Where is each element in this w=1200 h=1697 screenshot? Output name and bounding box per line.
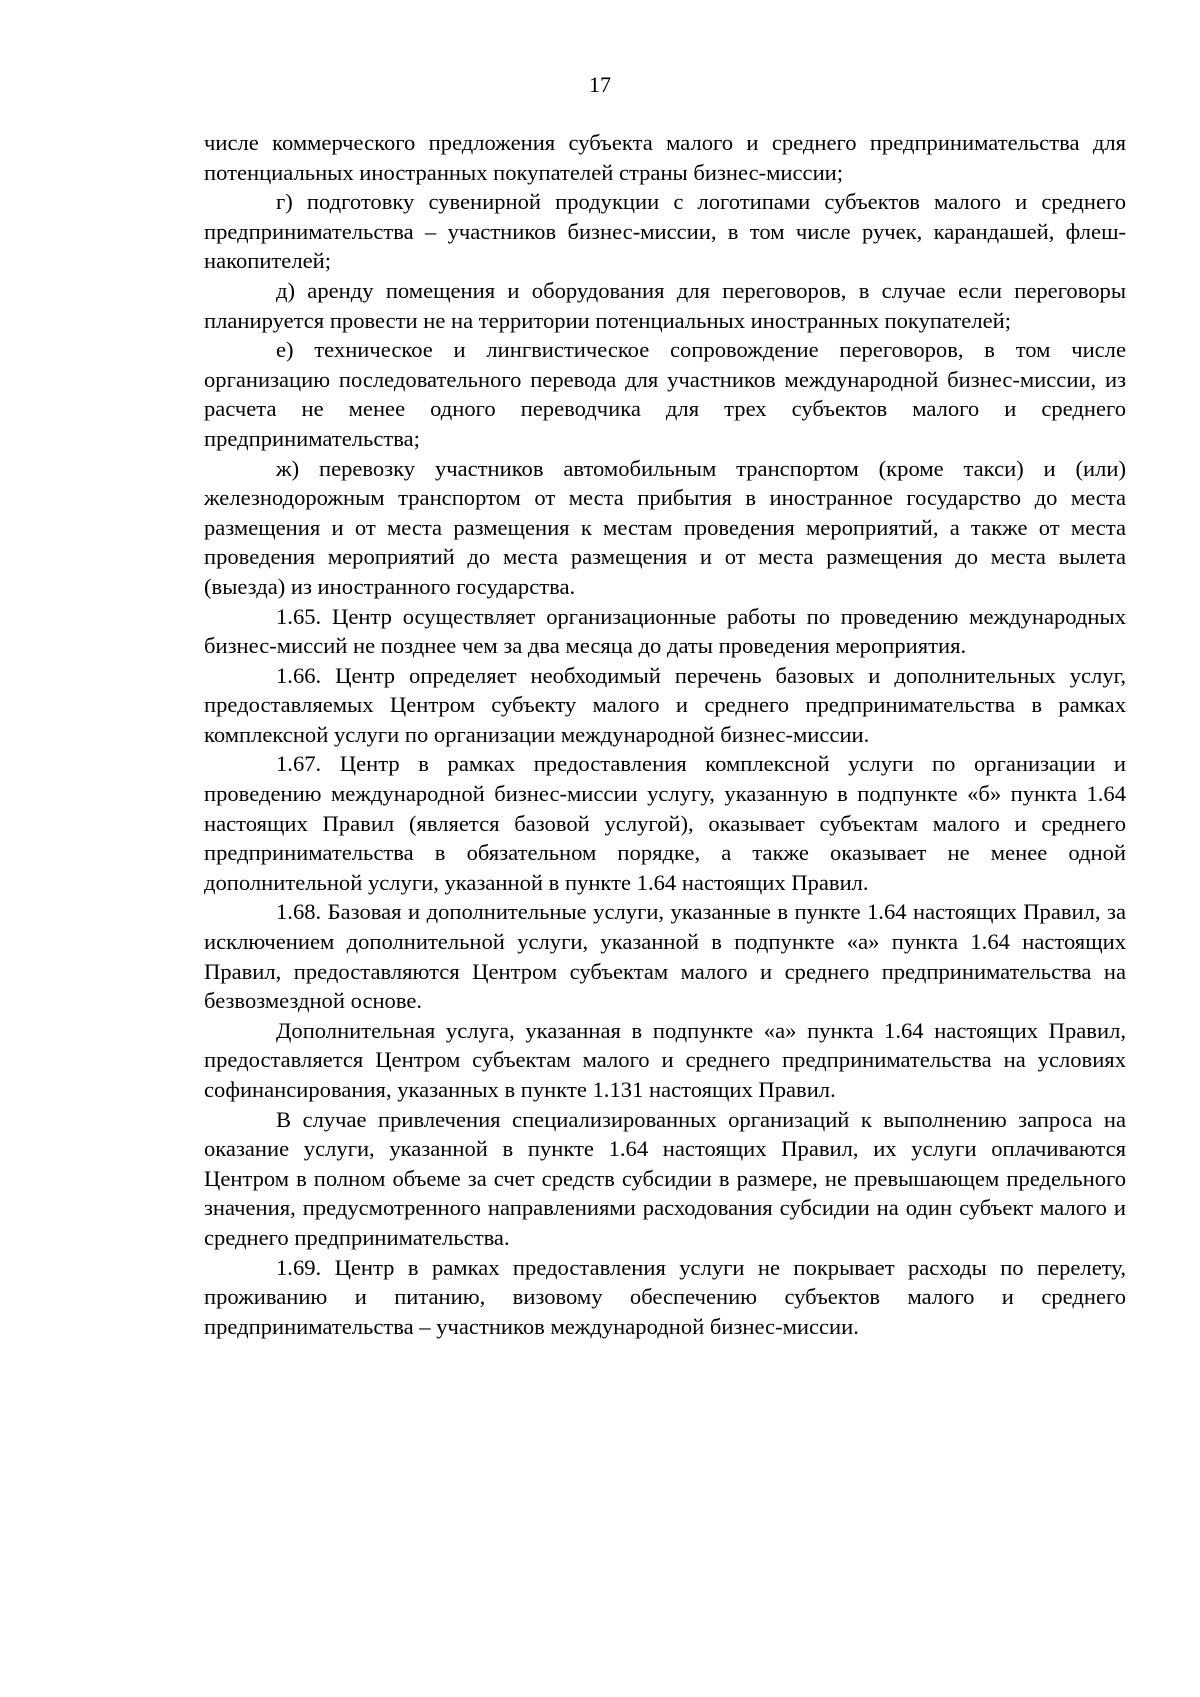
paragraph-item-e: е) техническое и лингвистическое сопровождение переговоров, в том числе организацию последовательного перевода для участников международной бизнес-миссии, из расчета не менее одного переводчика для трех субъектов малого и среднего предпринимательства; bbox=[204, 337, 1126, 451]
paragraph-continuation: числе коммерческого предложения субъекта малого и среднего предпринимательства для потенциальных иностранных покупателей страны бизнес-миссии; bbox=[204, 130, 1126, 185]
paragraph-1-67: 1.67. Центр в рамках предоставления комплексной услуги по организации и проведению международной бизнес-миссии услугу, указанную в подпункте «б» пункта 1.64 настоящих Правил (является базовой услугой), оказывает субъектам малого и среднего предпринимательства в обязательном порядке, а также оказывает не менее одной дополнительной услуги, указанной в пункте 1.64 настоящих Правил. bbox=[204, 751, 1126, 895]
paragraph-1-69: 1.69. Центр в рамках предоставления услуги не покрывает расходы по перелету, проживанию и питанию, визовому обеспечению субъектов малого и среднего предпринимательства – участников международной бизнес-миссии. bbox=[204, 1254, 1126, 1339]
paragraph-1-65: 1.65. Центр осуществляет организационные работы по проведению международных бизнес-миссий не позднее чем за два месяца до даты проведения мероприятия. bbox=[204, 603, 1126, 659]
paragraph-item-d: д) аренду помещения и оборудования для переговоров, в случае если переговоры планируется провести не на территории потенциальных иностранных покупателей; bbox=[204, 277, 1126, 333]
document-body bbox=[204, 128, 1126, 1341]
paragraph-1-68: 1.68. Базовая и дополнительные услуги, указанные в пункте 1.64 настоящих Правил, за исключением дополнительной услуги, указанной в подпункте «а» пункта 1.64 настоящих Правил, предоставляются Центром субъектам малого и среднего предпринимательства на безвозмездной основе. bbox=[204, 899, 1126, 1014]
paragraph-additional-service: Дополнительная услуга, указанная в подпункте «а» пункта 1.64 настоящих Правил, предоставляется Центром субъектам малого и среднего предпринимательства на условиях софинансирования, указанных в пункте 1.131 настоящих Правил. bbox=[204, 1017, 1126, 1102]
paragraph-item-zh: ж) перевозку участников автомобильным транспортом (кроме такси) и (или) железнодорожным транспортом от места прибытия в иностранное государство до места размещения и от места размещения к местам проведения мероприятий, а также от места проведения мероприятий до места размещения и от места размещения до места вылета (выезда) из иностранного государства. bbox=[204, 455, 1126, 599]
paragraph-1-66: 1.66. Центр определяет необходимый перечень базовых и дополнительных услуг, предоставляемых Центром субъекту малого и среднего предпринимательства в рамках комплексной услуги по организации международной бизнес-миссии. bbox=[204, 662, 1126, 747]
paragraph-specialized-orgs: В случае привлечения специализированных организаций к выполнению запроса на оказание услуги, указанной в пункте 1.64 настоящих Правил, их услуги оплачиваются Центром в полном объеме за счет средств субсидии в размере, не превышающем предельного значения, предусмотренного направлениями расходования субсидии на один субъект малого и среднего предпринимательства. bbox=[204, 1106, 1126, 1250]
page-number: 17 bbox=[589, 72, 611, 97]
paragraph-item-g: г) подготовку сувенирной продукции с логотипами субъектов малого и среднего предпринимательства – участников бизнес-миссии, в том числе ручек, карандашей, флеш-накопителей; bbox=[204, 189, 1126, 274]
